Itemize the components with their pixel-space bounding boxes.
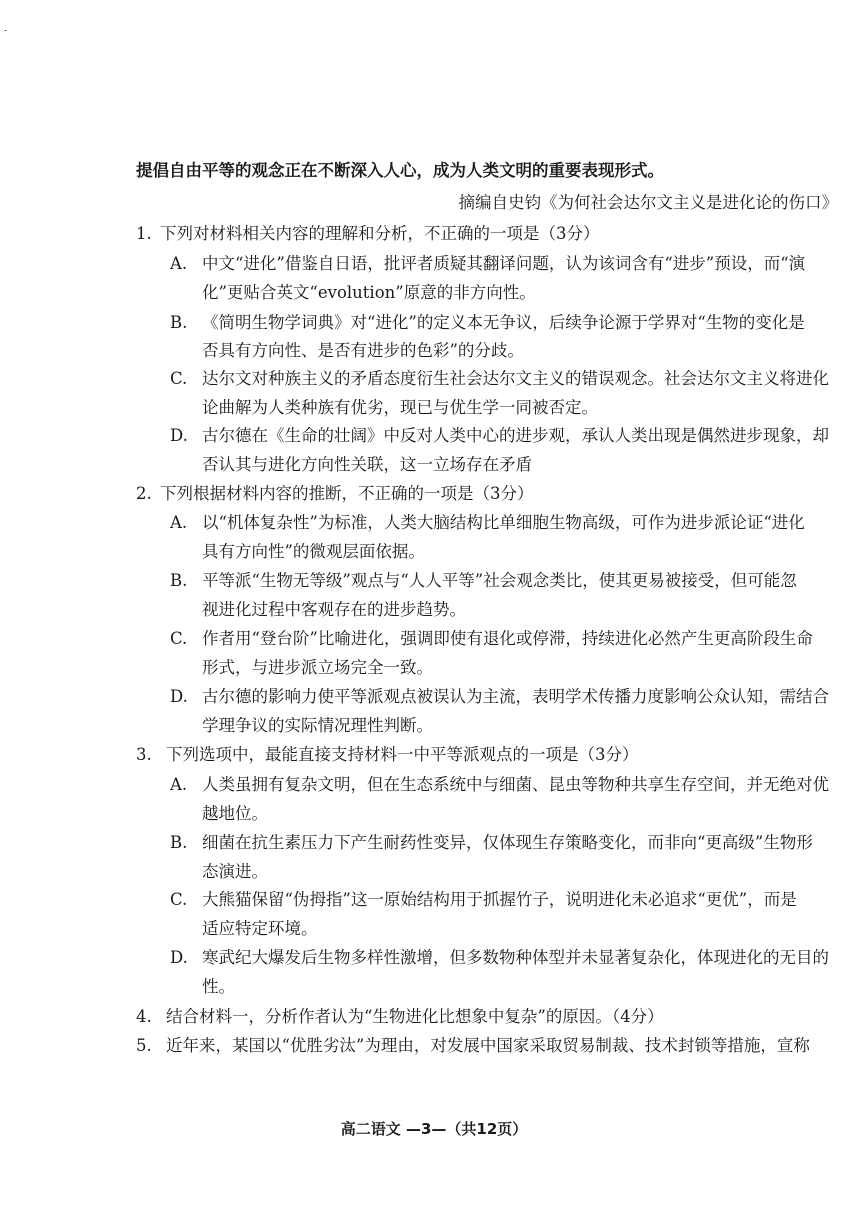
q1-option-b-label: B. <box>170 313 188 332</box>
question-5-number: 5. <box>136 1036 152 1055</box>
q2-option-b-label: B. <box>170 571 188 590</box>
q3-option-d-line2: 性。 <box>202 977 235 996</box>
q3-option-c-label: C. <box>170 890 188 909</box>
q2-option-c-line1: 作者用“登台阶”比喻进化，强调即使有退化或停滞，持续进化必然产生更高阶段生命 <box>202 629 813 648</box>
q3-option-c-line1: 大熊猫保留“伪拇指”这一原始结构用于抓握竹子，说明进化未必追求“更优”，而是 <box>202 890 797 909</box>
q3-option-b-label: B. <box>170 833 188 852</box>
q2-option-b-line1: 平等派“生物无等级”观点与“人人平等”社会观念类比，使其更易被接受，但可能忽 <box>202 571 797 590</box>
q2-option-d-line2: 学理争议的实际情况理性判断。 <box>202 716 433 735</box>
q3-option-b-line1: 细菌在抗生素压力下产生耐药性变异，仅体现生存策略变化，而非向“更高级”生物形 <box>202 833 813 852</box>
q1-option-c-line2: 论曲解为人类种族有优劣，现已与优生学一同被否定。 <box>202 398 598 417</box>
q3-option-c-line2: 适应特定环境。 <box>202 919 318 938</box>
q3-option-b-line2: 态演进。 <box>202 862 268 881</box>
q1-option-c-label: C. <box>170 369 188 388</box>
q1-option-d-line2: 否认其与进化方向性关联，这一立场存在矛盾 <box>202 455 532 474</box>
q2-option-c-line2: 形式，与进步派立场完全一致。 <box>202 658 433 677</box>
q1-option-c-line1: 达尔文对种族主义的矛盾态度衍生社会达尔文主义的错误观念。社会达尔文主义将进化 <box>202 369 829 388</box>
q2-option-d-label: D. <box>170 687 188 706</box>
question-2-stem: 下列根据材料内容的推断，不正确的一项是（3分） <box>160 484 534 503</box>
question-1-stem: 下列对材料相关内容的理解和分析，不正确的一项是（3分） <box>160 224 600 243</box>
q3-option-d-label: D. <box>170 948 188 967</box>
source-citation: 摘编自史钧《为何社会达尔文主义是进化论的伤口》 <box>458 193 838 212</box>
question-3-stem: 下列选项中，最能直接支持材料一中平等派观点的一项是（3分） <box>166 745 639 764</box>
q3-option-a-line2: 越地位。 <box>202 804 268 823</box>
q1-option-d-line1: 古尔德在《生命的壮阔》中反对人类中心的进步观，承认人类出现是偶然进步现象，却 <box>202 426 829 445</box>
q2-option-a-line1: 以“机体复杂性”为标准，人类大脑结构比单细胞生物高级，可作为进步派论证“进化 <box>202 513 805 532</box>
q2-option-b-line2: 视进化过程中客观存在的进步趋势。 <box>202 600 466 619</box>
question-4-stem: 结合材料一，分析作者认为“生物进化比想象中复杂”的原因。（4分） <box>166 1007 664 1026</box>
question-2-number: 2. <box>136 484 152 503</box>
q3-option-a-label: A. <box>170 775 188 794</box>
question-1-number: 1. <box>136 224 152 243</box>
q2-option-d-line1: 古尔德的影响力使平等派观点被误认为主流，表明学术传播力度影响公众认知，需结合 <box>202 687 829 706</box>
q2-option-a-label: A. <box>170 513 188 532</box>
page-footer: 高二语文 —3—（共12页） <box>340 1120 528 1138</box>
q2-option-c-label: C. <box>170 629 188 648</box>
q3-option-a-line1: 人类虽拥有复杂文明，但在生态系统中与细菌、昆虫等物种共享生存空间，并无绝对优 <box>202 775 829 794</box>
q1-option-a-line1: 中文“进化”借鉴自日语，批评者质疑其翻译问题，认为该词含有“进步”预设，而“演 <box>202 254 806 273</box>
q2-option-a-line2: 具有方向性”的微观层面依据。 <box>202 542 425 561</box>
question-4-number: 4. <box>136 1007 152 1026</box>
question-3-number: 3. <box>136 745 152 764</box>
scan-artifact <box>4 30 7 31</box>
q1-option-a-line2: 化”更贴合英文“evolution”原意的非方向性。 <box>202 283 536 302</box>
q1-option-d-label: D. <box>170 426 188 445</box>
q1-option-b-line2: 否具有方向性、是否有进步的色彩”的分歧。 <box>202 341 524 360</box>
q1-option-a-label: A. <box>170 254 188 273</box>
q3-option-d-line1: 寒武纪大爆发后生物多样性激增，但多数物种体型并未显著复杂化，体现进化的无目的 <box>202 948 829 967</box>
question-5-stem: 近年来，某国以“优胜劣汰”为理由，对发展中国家采取贸易制裁、技术封锁等措施，宣称 <box>166 1036 810 1055</box>
intro-line: 提倡自由平等的观念正在不断深入人心，成为人类文明的重要表现形式。 <box>136 161 664 180</box>
q1-option-b-line1: 《简明生物学词典》对“进化”的定义本无争议，后续争论源于学界对“生物的变化是 <box>202 313 805 332</box>
